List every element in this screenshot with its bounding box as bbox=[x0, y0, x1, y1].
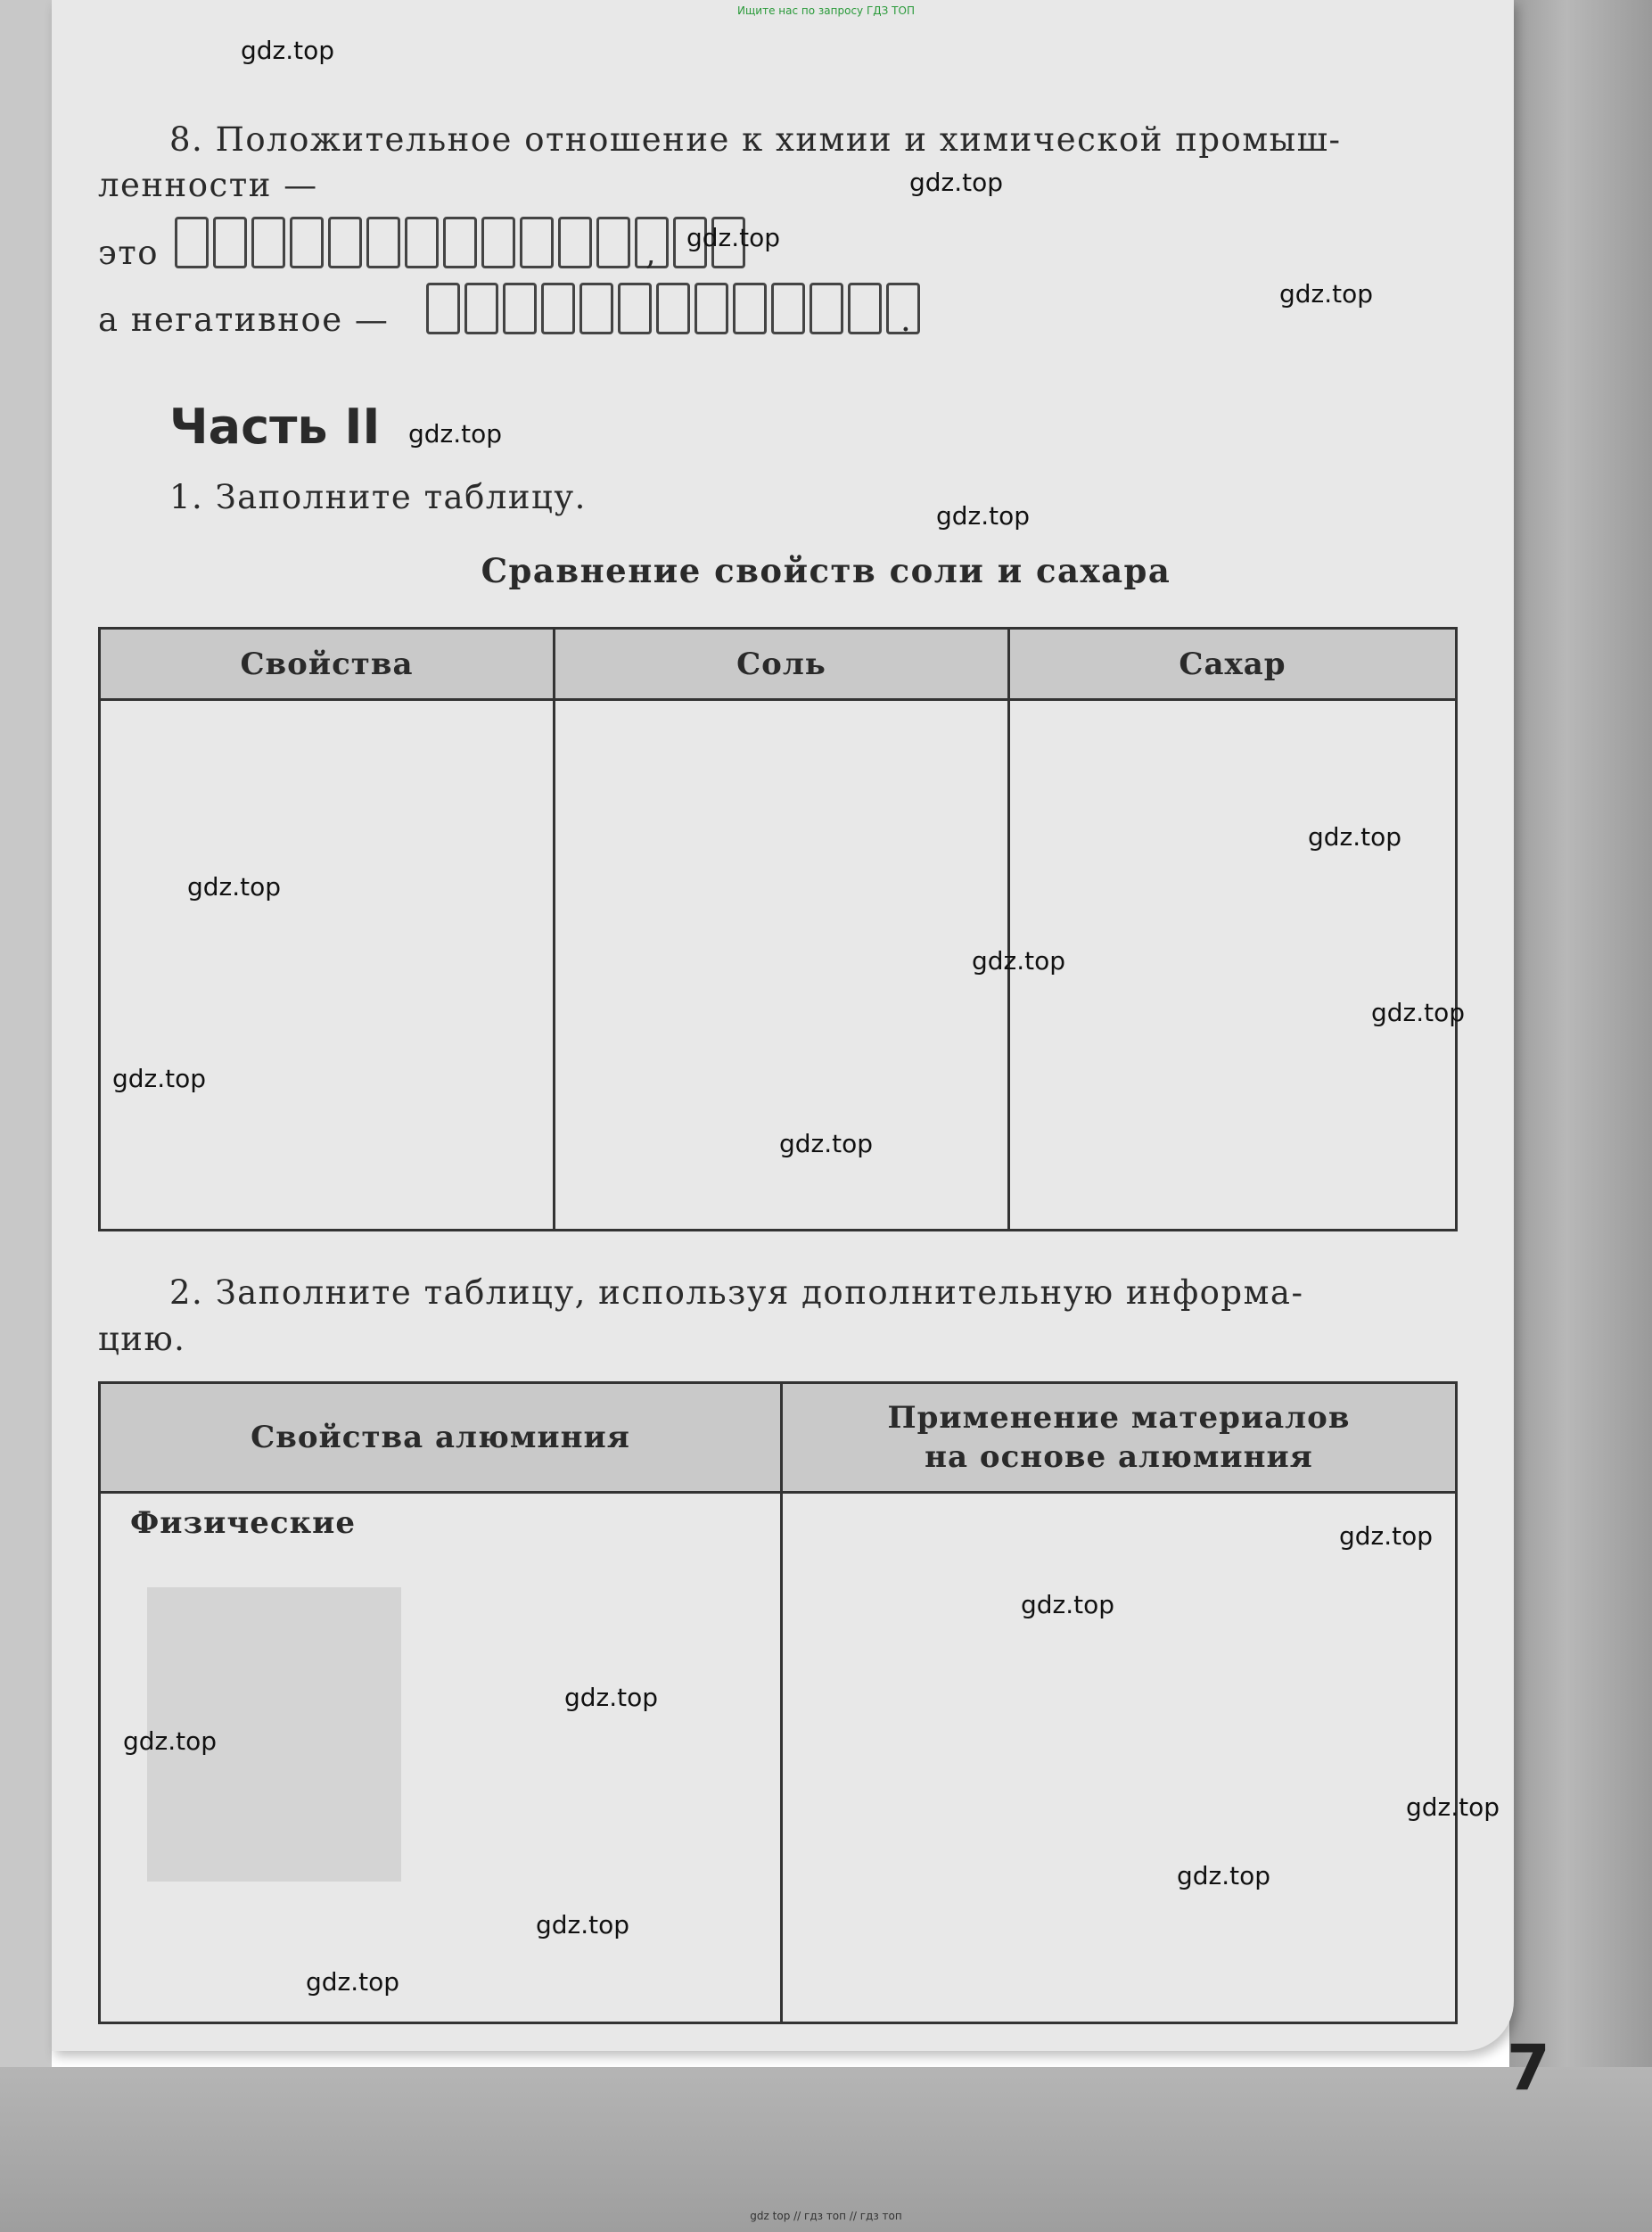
letter-box[interactable] bbox=[810, 283, 843, 334]
letter-box[interactable] bbox=[426, 283, 460, 334]
watermark: gdz.top bbox=[936, 501, 1031, 531]
q8-period: . bbox=[900, 301, 911, 339]
q8-line2: ленности — bbox=[98, 166, 318, 204]
watermark: gdz.top bbox=[1371, 998, 1466, 1027]
watermark: gdz.top bbox=[1308, 822, 1402, 852]
watermark: gdz.top bbox=[112, 1064, 207, 1093]
background-right bbox=[1509, 0, 1652, 2232]
letter-box[interactable] bbox=[771, 283, 805, 334]
sugar-cell[interactable] bbox=[1009, 700, 1457, 1231]
header-aluminium-applications bbox=[782, 1383, 1457, 1493]
table-header-row bbox=[100, 1383, 1457, 1493]
aluminium-applications-cell[interactable] bbox=[782, 1493, 1457, 2023]
watermark: gdz.top bbox=[536, 1910, 630, 1940]
letter-box[interactable] bbox=[481, 217, 515, 268]
table1-title: Сравнение свойств соли и сахара bbox=[481, 551, 1171, 590]
letter-box[interactable] bbox=[541, 283, 575, 334]
watermark: gdz.top bbox=[564, 1683, 659, 1712]
letter-box[interactable] bbox=[733, 283, 767, 334]
physical-label: Физические bbox=[130, 1505, 357, 1541]
letter-box[interactable] bbox=[579, 283, 613, 334]
letter-box[interactable] bbox=[503, 283, 537, 334]
letter-box[interactable] bbox=[366, 217, 400, 268]
letter-box[interactable] bbox=[328, 217, 362, 268]
properties-cell[interactable] bbox=[100, 700, 555, 1231]
table-header-row bbox=[100, 629, 1457, 700]
table-row bbox=[100, 700, 1457, 1231]
header-sugar: Сахар bbox=[1009, 629, 1457, 700]
letter-box[interactable] bbox=[175, 217, 209, 268]
header-note[interactable]: Ищите нас по запросу ГДЗ ТОП bbox=[737, 4, 915, 17]
letter-box[interactable] bbox=[443, 217, 477, 268]
header-applications-line1: Применение материалов bbox=[887, 1400, 1351, 1436]
letter-box[interactable] bbox=[290, 217, 324, 268]
q2-line2: цию. bbox=[98, 1320, 186, 1358]
header-properties: Свойства bbox=[100, 629, 555, 700]
background-left bbox=[0, 0, 52, 2232]
letter-box[interactable] bbox=[213, 217, 247, 268]
q2-line1: 2. Заполните таблицу, используя дополнительную информа- bbox=[169, 1273, 1304, 1312]
page-number: 7 bbox=[1507, 2031, 1550, 2104]
answer-boxes-negative[interactable] bbox=[426, 283, 925, 334]
part-heading: Часть II bbox=[169, 399, 381, 455]
answer-boxes-positive[interactable] bbox=[175, 217, 750, 268]
letter-box[interactable] bbox=[520, 217, 554, 268]
header-salt: Соль bbox=[555, 629, 1009, 700]
watermark: gdz.top bbox=[1021, 1590, 1115, 1619]
q8-comma: , bbox=[645, 234, 656, 272]
letter-box[interactable] bbox=[251, 217, 285, 268]
letter-box[interactable] bbox=[618, 283, 652, 334]
letter-box[interactable] bbox=[596, 217, 630, 268]
q1-prompt: 1. Заполните таблицу. bbox=[169, 478, 587, 516]
letter-box[interactable] bbox=[694, 283, 728, 334]
watermark: gdz.top bbox=[1406, 1792, 1500, 1822]
background-bottom bbox=[0, 2067, 1652, 2232]
watermark: gdz.top bbox=[909, 168, 1004, 197]
letter-box[interactable] bbox=[558, 217, 592, 268]
watermark: gdz.top bbox=[1279, 279, 1374, 309]
watermark: gdz.top bbox=[779, 1129, 874, 1158]
q8-line1: 8. Положительное отношение к химии и химической промыш- bbox=[169, 120, 1342, 159]
letter-box[interactable] bbox=[464, 283, 498, 334]
header-applications-line2: на основе алюминия bbox=[925, 1439, 1313, 1475]
watermark: gdz.top bbox=[187, 872, 282, 902]
letter-box[interactable] bbox=[656, 283, 690, 334]
watermark: gdz.top bbox=[1339, 1521, 1434, 1551]
watermark: gdz.top bbox=[306, 1967, 400, 1997]
watermark: gdz.top bbox=[1177, 1861, 1271, 1890]
footer-note[interactable]: gdz top // гдз топ // гдз топ bbox=[750, 2210, 902, 2222]
letter-box[interactable] bbox=[405, 217, 439, 268]
q8-line4-prefix: а негативное — bbox=[98, 301, 390, 339]
watermark: gdz.top bbox=[241, 36, 335, 65]
letter-box[interactable] bbox=[848, 283, 882, 334]
watermark: gdz.top bbox=[686, 223, 781, 252]
watermark: gdz.top bbox=[123, 1726, 218, 1756]
comparison-table bbox=[98, 627, 1458, 1231]
q8-line3-prefix: это bbox=[98, 234, 159, 272]
watermark: gdz.top bbox=[972, 946, 1066, 976]
watermark: gdz.top bbox=[408, 419, 503, 449]
header-aluminium-properties: Свойства алюминия bbox=[100, 1383, 782, 1493]
